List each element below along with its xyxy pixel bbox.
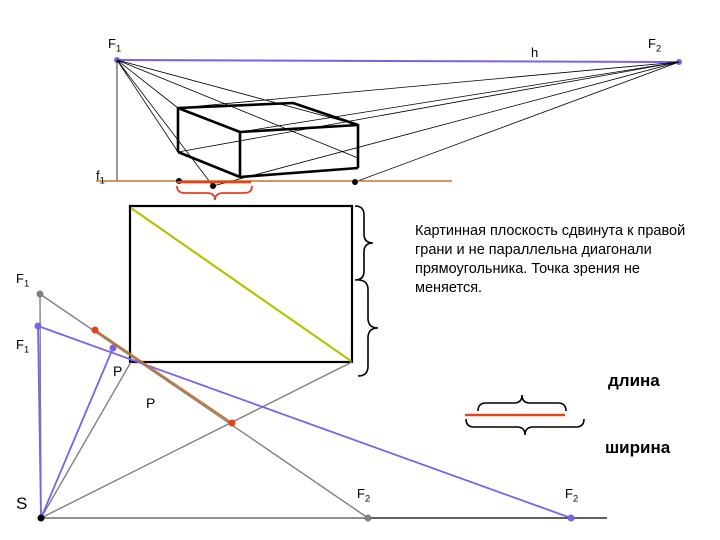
label-f2-bottom-right: $F_2$	[565, 486, 579, 504]
perspective-rays-f2	[178, 62, 679, 186]
point-f1-lower-left	[35, 323, 42, 330]
brace-plan-width	[355, 206, 373, 280]
ground-point-right	[352, 179, 358, 185]
label-f1-lower-left: $F_1$	[16, 337, 30, 355]
label-f1-top: $F_1$	[108, 36, 122, 54]
plan-diagonal	[131, 208, 351, 361]
label-width: ширина	[605, 438, 671, 457]
label-s: S	[16, 494, 28, 513]
point-f1-mid-left	[37, 291, 44, 298]
explanatory-note: Картинная плоскость сдвинута к правой грани и не параллельна диагонали прямоугольника. Точка зрения не меняется.	[415, 223, 686, 296]
label-p-lower: P	[146, 395, 156, 411]
brace-plan-length	[358, 280, 378, 376]
perspective-box	[178, 103, 358, 177]
point-s	[38, 515, 45, 522]
point-p-upper	[110, 345, 117, 352]
label-horizon: h	[531, 45, 539, 60]
point-f2-bottom-mid	[365, 515, 372, 522]
label-length: длина	[608, 371, 660, 390]
perspective-rays-f1	[117, 60, 358, 186]
point-f2-bottom-right	[568, 515, 575, 522]
legend-brace-length	[478, 395, 566, 411]
ground-point-mid	[210, 183, 216, 189]
trace-point-lower	[229, 420, 236, 427]
label-f2-top: $F_2$	[648, 36, 662, 54]
trace-point-upper	[92, 327, 99, 334]
label-ground-line: $f_1$	[96, 168, 105, 186]
legend-brace-width	[466, 419, 584, 435]
label-f2-bottom-mid: $F_2$	[357, 486, 371, 504]
purple-construction-rays	[38, 326, 571, 518]
horizon-line	[117, 60, 679, 62]
label-p-upper: P	[113, 363, 123, 379]
label-f1-mid-left: $F_1$	[16, 271, 30, 289]
